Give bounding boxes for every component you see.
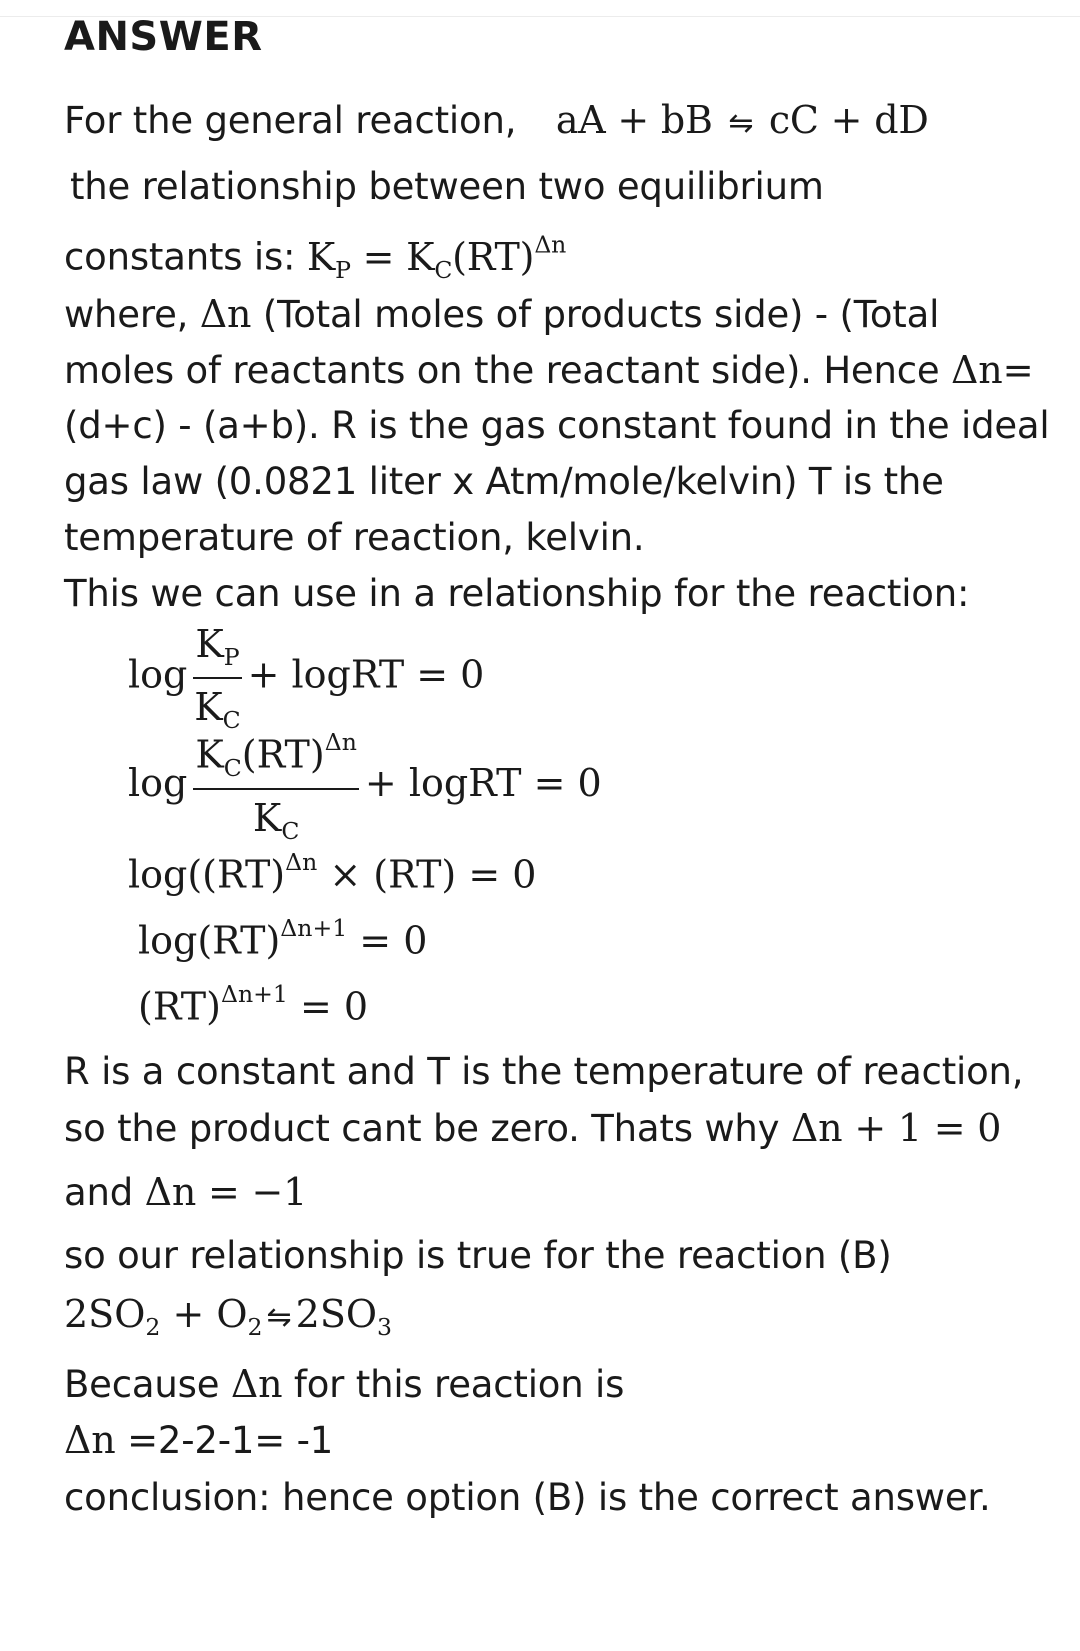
equation-1: log $\frac{K_P}{K_C}$ + logRT = 0 bbox=[128, 622, 485, 735]
where-line-1: where, Δn (Total moles of products side) - (Total bbox=[64, 292, 940, 336]
relationship-line-2 bbox=[64, 222, 566, 292]
general-reaction-line bbox=[64, 98, 929, 146]
answer-heading: ANSWER bbox=[64, 14, 263, 60]
general-reaction-text: For the general reaction, bbox=[64, 99, 517, 142]
where-line-3: (d+c) - (a+b). R is the gas constant found in the ideal bbox=[64, 404, 1050, 447]
reaction-b-equation: $2SO_2 + O_2$ ⇋ $2SO_3$ bbox=[64, 1292, 393, 1342]
because-line: Because Δn for this reaction is bbox=[64, 1362, 625, 1406]
use-relationship-line: This we can use in a relationship for the reaction: bbox=[64, 572, 970, 615]
where-line-2: moles of reactants on the reactant side). Hence Δn= bbox=[64, 348, 1034, 392]
constant-line-2: so the product cant be zero. Thats why Δn + 1 = 0 bbox=[64, 1106, 1002, 1150]
equilibrium-arrow-icon: ⇋ bbox=[728, 106, 754, 141]
constant-line-3: and Δn = −1 bbox=[64, 1170, 308, 1214]
constants-text: constants is: bbox=[64, 235, 296, 279]
delta-n-calculation: Δn =2-2-1= -1 bbox=[64, 1418, 334, 1462]
reaction-right: cC + dD bbox=[768, 98, 929, 142]
kp-kc-formula: $K_P = K_C(RT)^{\Delta n}$ bbox=[306, 230, 567, 284]
equation-2: log $\frac{K_C(RT)^{\Delta n}}{K_C}$ + logRT = 0 bbox=[128, 728, 602, 846]
equation-5: (RT)$^{\Delta n+1}$ = 0 bbox=[138, 980, 369, 1029]
reaction-left: aA + bB bbox=[555, 98, 713, 142]
constant-line-1: R is a constant and T is the temperature of reaction, bbox=[64, 1050, 1024, 1093]
relationship-line-1: the relationship between two equilibrium bbox=[70, 165, 824, 208]
where-line-5: temperature of reaction, kelvin. bbox=[64, 516, 645, 559]
conclusion-line: conclusion: hence option (B) is the correct answer. bbox=[64, 1476, 991, 1519]
equation-4: log(RT)$^{\Delta n+1}$ = 0 bbox=[138, 914, 428, 963]
reaction-b-line: so our relationship is true for the reaction (B) bbox=[64, 1234, 892, 1277]
equilibrium-arrow-icon: ⇋ bbox=[266, 1300, 292, 1335]
equation-3: log((RT)$^{\Delta n}$ × (RT) = 0 bbox=[128, 848, 537, 897]
where-line-4: gas law (0.0821 liter x Atm/mole/kelvin) T is the bbox=[64, 460, 944, 503]
